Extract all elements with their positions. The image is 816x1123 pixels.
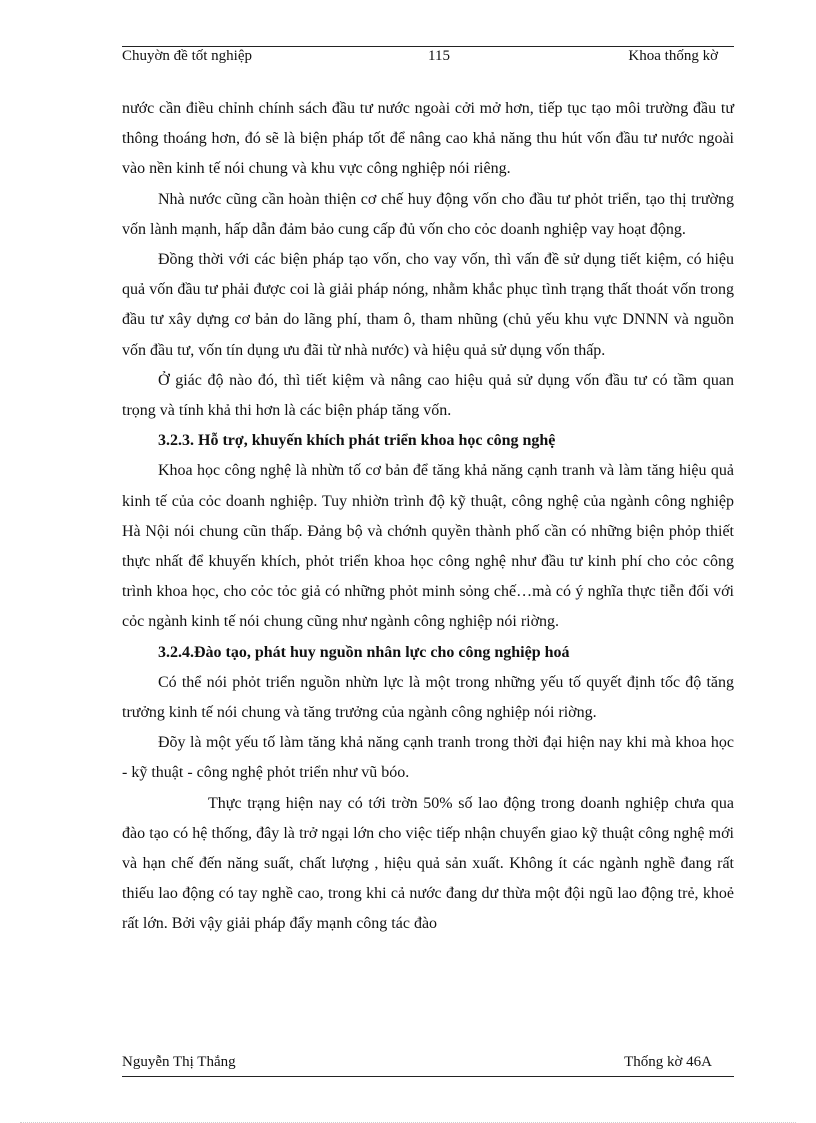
paragraph: Đõy là một yếu tố làm tăng khả năng cạnh tranh trong thời đại hiện nay khi mà khoa học - kỹ thuật - công nghệ phỏt triển như vũ bóo. xyxy=(122,734,734,782)
page-header xyxy=(122,48,734,70)
paragraph: nước cần điều chỉnh chính sách đầu tư nước ngoài cởi mở hơn, tiếp tục tạo môi trường đầu tư thông thoáng hơn, đó sẽ là biện pháp tốt để nâng cao khả năng thu hút vốn đầu tư nước ngoài vào nền kinh tế nói chung và khu vực công nghiệp nói riêng. xyxy=(122,100,734,178)
paragraph: Ở giác độ nào đó, thì tiết kiệm và nâng cao hiệu quả sử dụng vốn đầu tư có tầm quan trọng và tính khả thi hơn là các biện pháp tăng vốn. xyxy=(122,371,734,420)
page-number: 115 xyxy=(428,48,450,64)
section-heading: 3.2.3. Hỗ trợ, khuyến khích phát triển khoa học công nghệ xyxy=(158,432,556,450)
header-left-title: Chuyờn đề tốt nghiệp xyxy=(122,48,253,64)
section-heading: 3.2.4.Đào tạo, phát huy nguồn nhân lực cho công nghiệp hoá xyxy=(158,643,570,661)
paragraph: Đồng thời với các biện pháp tạo vốn, cho vay vốn, thì vấn đề sử dụng tiết kiệm, có hiệu quả vốn đầu tư phải được coi là giải pháp nóng, nhằm khắc phục tình trạng thất thoát vốn trong đầu tư xây dựng cơ bản do lãng phí, tham ô, tham nhũng (chủ yếu khu vực DNNN và nguồn vốn đầu tư, vốn tín dụng ưu đãi từ nhà nước) và hiệu quả sử dụng vốn thấp. xyxy=(122,251,734,359)
header-right-title: Khoa thống kờ xyxy=(628,48,718,64)
paragraph: Có thể nói phỏt triển nguồn nhừn lực là một trong những yếu tố quyết định tốc độ tăng trưởng kinh tế nói chung và tăng trưởng của ngành công nghiệp nói riờng. xyxy=(122,673,734,722)
footer-class: Thống kờ 46A xyxy=(624,1054,712,1070)
footer-author: Nguyễn Thị Thắng xyxy=(122,1054,236,1070)
document-body xyxy=(122,94,734,940)
footer-rule xyxy=(122,1076,734,1077)
header-rule xyxy=(122,46,734,47)
paragraph: Thực trạng hiện nay có tới trờn 50% số lao động trong doanh nghiệp chưa qua đào tạo có hệ thống, đây là trở ngại lớn cho việc tiếp nhận chuyển giao kỹ thuật công nghệ mới và hạn chế đến năng suất, chất lượng , hiệu quả sản xuất. Không ít các ngành nghề đang rất thiếu lao động có tay nghề cao, trong khi cả nước đang dư thừa một đội ngũ lao động trẻ, khoẻ rất lớn. Bởi vậy giải pháp đẩy mạnh công tác đào xyxy=(122,794,734,933)
paragraph: Khoa học công nghệ là nhừn tố cơ bản để tăng khả năng cạnh tranh và làm tăng hiệu quả kinh tế của cỏc doanh nghiệp. Tuy nhiờn trình độ kỹ thuật, công nghệ của ngành công nghiệp Hà Nội nói chung cũn thấp. Đảng bộ và chớnh quyền thành phố cần có những biện phỏp thiết thực nhất để khuyến khích, phỏt triển khoa học công nghệ như đầu tư kinh phí cho cỏc công trình khoa học, cho cỏc tỏc giả có những phỏt minh sỏng chế…mà có ý nghĩa thực tiễn đối với cỏc ngành kinh tế nói chung cũng như ngành công nghiệp nói riờng. xyxy=(122,462,734,631)
paragraph: Nhà nước cũng cần hoàn thiện cơ chế huy động vốn cho đầu tư phỏt triển, tạo thị trường vốn lành mạnh, hấp dẫn đảm bảo cung cấp đủ vốn cho cỏc doanh nghiệp vay hoạt động. xyxy=(122,190,734,238)
page-footer xyxy=(122,1054,734,1076)
